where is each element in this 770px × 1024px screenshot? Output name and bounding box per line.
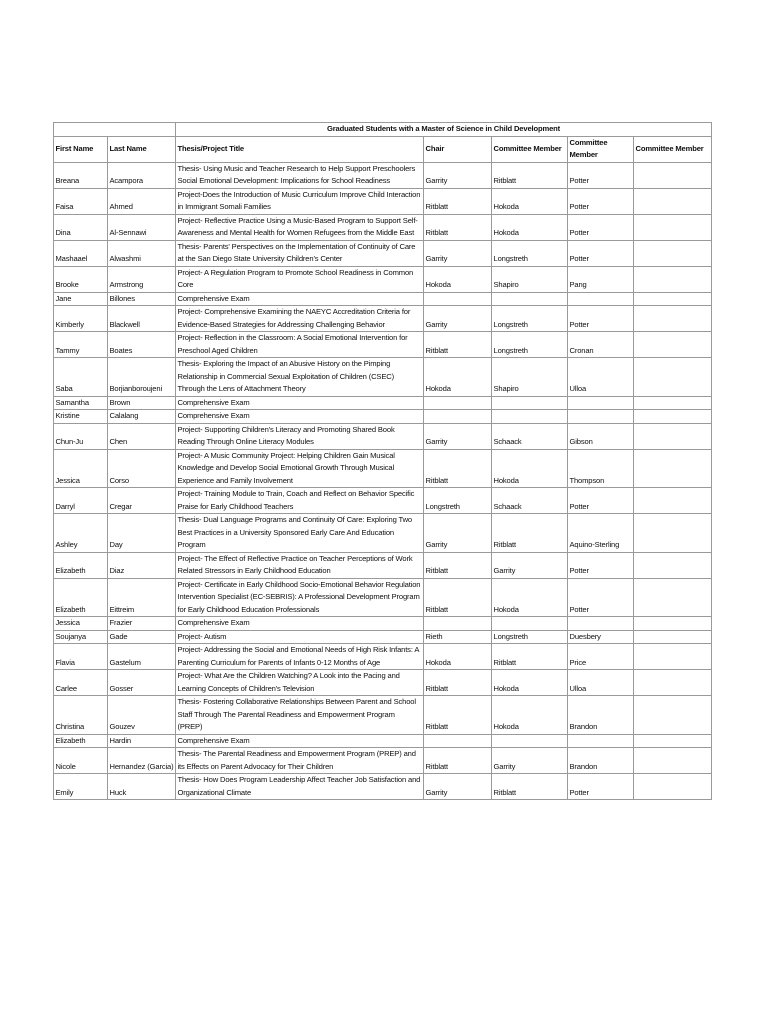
title-spacer-cell: [54, 123, 176, 137]
table-row: [54, 734, 712, 748]
committee-member-3-cell: [634, 617, 712, 631]
chair-cell: [424, 396, 492, 410]
table-row: [54, 240, 712, 266]
table-row: [54, 774, 712, 800]
committee-member-1-cell: Ritblatt: [492, 644, 568, 670]
committee-member-3-cell: [634, 578, 712, 617]
first-name-cell: Nicole: [54, 748, 108, 774]
chair-cell: Rieth: [424, 630, 492, 644]
first-name-cell: Soujanya: [54, 630, 108, 644]
table-row: [54, 488, 712, 514]
committee-member-3-cell: [634, 423, 712, 449]
committee-member-3-cell: [634, 774, 712, 800]
committee-member-1-cell: Longstreth: [492, 240, 568, 266]
chair-cell: Garrity: [424, 306, 492, 332]
last-name-cell: Acampora: [108, 162, 176, 188]
committee-member-3-cell: [634, 396, 712, 410]
table-row: [54, 358, 712, 397]
first-name-cell: Mashaael: [54, 240, 108, 266]
first-name-cell: Kristine: [54, 410, 108, 424]
committee-member-2-cell: [568, 617, 634, 631]
last-name-cell: Hardin: [108, 734, 176, 748]
last-name-cell: Eittreim: [108, 578, 176, 617]
thesis-title-cell: Project- Certificate in Early Childhood Socio-Emotional Behavior Regulation Intervention Specialist (EC-SEBRIS): A Professional Development Program for Early Childhood Education Professionals: [176, 578, 424, 617]
thesis-title-cell: Comprehensive Exam: [176, 617, 424, 631]
committee-member-2-cell: Aquino-Sterling: [568, 514, 634, 553]
thesis-title-cell: Comprehensive Exam: [176, 410, 424, 424]
header-first-name: First Name: [54, 136, 108, 162]
first-name-cell: Saba: [54, 358, 108, 397]
chair-cell: Longstreth: [424, 488, 492, 514]
committee-member-3-cell: [634, 188, 712, 214]
committee-member-1-cell: [492, 410, 568, 424]
committee-member-2-cell: Brandon: [568, 748, 634, 774]
last-name-cell: Alwashmi: [108, 240, 176, 266]
table-row: [54, 552, 712, 578]
table-row: [54, 514, 712, 553]
first-name-cell: Ashley: [54, 514, 108, 553]
chair-cell: Hokoda: [424, 358, 492, 397]
thesis-title-cell: Thesis- Parents' Perspectives on the Implementation of Continuity of Care at the San Diego State University Children's Center: [176, 240, 424, 266]
committee-member-2-cell: Potter: [568, 578, 634, 617]
committee-member-3-cell: [634, 162, 712, 188]
chair-cell: Garrity: [424, 162, 492, 188]
committee-member-3-cell: [634, 670, 712, 696]
first-name-cell: Kimberly: [54, 306, 108, 332]
table-row: [54, 696, 712, 735]
thesis-title-cell: Project- A Regulation Program to Promote School Readiness in Common Core: [176, 266, 424, 292]
chair-cell: Ritblatt: [424, 188, 492, 214]
chair-cell: Garrity: [424, 240, 492, 266]
committee-member-1-cell: Longstreth: [492, 630, 568, 644]
first-name-cell: Jessica: [54, 617, 108, 631]
committee-member-2-cell: [568, 396, 634, 410]
committee-member-1-cell: Longstreth: [492, 306, 568, 332]
committee-member-1-cell: Ritblatt: [492, 514, 568, 553]
committee-member-1-cell: Garrity: [492, 552, 568, 578]
committee-member-2-cell: Potter: [568, 552, 634, 578]
chair-cell: Garrity: [424, 423, 492, 449]
graduates-table: [53, 122, 712, 800]
committee-member-1-cell: Hokoda: [492, 214, 568, 240]
committee-member-2-cell: [568, 410, 634, 424]
committee-member-1-cell: Schaack: [492, 488, 568, 514]
committee-member-1-cell: Hokoda: [492, 449, 568, 488]
thesis-title-cell: Comprehensive Exam: [176, 292, 424, 306]
committee-member-1-cell: [492, 396, 568, 410]
table-row: [54, 292, 712, 306]
header-row: [54, 136, 712, 162]
chair-cell: Ritblatt: [424, 578, 492, 617]
committee-member-2-cell: Price: [568, 644, 634, 670]
committee-member-3-cell: [634, 240, 712, 266]
first-name-cell: Chun-Ju: [54, 423, 108, 449]
header-committee-member-2: Committee Member: [568, 136, 634, 162]
last-name-cell: Frazier: [108, 617, 176, 631]
table-row: [54, 306, 712, 332]
committee-member-1-cell: Hokoda: [492, 188, 568, 214]
last-name-cell: Day: [108, 514, 176, 553]
committee-member-3-cell: [634, 734, 712, 748]
committee-member-3-cell: [634, 292, 712, 306]
first-name-cell: Breana: [54, 162, 108, 188]
committee-member-1-cell: Ritblatt: [492, 162, 568, 188]
header-last-name: Last Name: [108, 136, 176, 162]
chair-cell: Garrity: [424, 514, 492, 553]
header-chair: Chair: [424, 136, 492, 162]
title-row: [54, 123, 712, 137]
first-name-cell: Flavia: [54, 644, 108, 670]
committee-member-2-cell: Ulloa: [568, 358, 634, 397]
last-name-cell: Gastelum: [108, 644, 176, 670]
thesis-title-cell: Project- Comprehensive Examining the NAEYC Accreditation Criteria for Evidence-Based Strategies for Addressing Challenging Behavior: [176, 306, 424, 332]
thesis-title-cell: Project- Training Module to Train, Coach and Reflect on Behavior Specific Praise for Early Childhood Teachers: [176, 488, 424, 514]
committee-member-2-cell: Brandon: [568, 696, 634, 735]
last-name-cell: Calalang: [108, 410, 176, 424]
header-title: Thesis/Project Title: [176, 136, 424, 162]
thesis-title-cell: Thesis- Exploring the Impact of an Abusive History on the Pimping Relationship in Commercial Sexual Exploitation of Children (CSEC) Through the Lens of Attachment Theory: [176, 358, 424, 397]
committee-member-1-cell: Garrity: [492, 748, 568, 774]
last-name-cell: Brown: [108, 396, 176, 410]
thesis-title-cell: Comprehensive Exam: [176, 734, 424, 748]
last-name-cell: Cregar: [108, 488, 176, 514]
committee-member-1-cell: Ritblatt: [492, 774, 568, 800]
committee-member-2-cell: Gibson: [568, 423, 634, 449]
first-name-cell: Carlee: [54, 670, 108, 696]
table-row: [54, 449, 712, 488]
chair-cell: [424, 410, 492, 424]
committee-member-2-cell: Potter: [568, 306, 634, 332]
thesis-title-cell: Project- Supporting Children's Literacy and Promoting Shared Book Reading Through Online Literacy Modules: [176, 423, 424, 449]
last-name-cell: Huck: [108, 774, 176, 800]
committee-member-2-cell: Potter: [568, 214, 634, 240]
chair-cell: Ritblatt: [424, 670, 492, 696]
first-name-cell: Elizabeth: [54, 734, 108, 748]
table-row: [54, 332, 712, 358]
thesis-title-cell: Thesis- Dual Language Programs and Continuity Of Care: Exploring Two Best Practices in a University Sponsored Early Care And Education Program: [176, 514, 424, 553]
committee-member-2-cell: Potter: [568, 162, 634, 188]
first-name-cell: Faisa: [54, 188, 108, 214]
first-name-cell: Dina: [54, 214, 108, 240]
thesis-title-cell: Thesis- The Parental Readiness and Empowerment Program (PREP) and its Effects on Parent Advocacy for Their Children: [176, 748, 424, 774]
chair-cell: Ritblatt: [424, 214, 492, 240]
committee-member-3-cell: [634, 748, 712, 774]
chair-cell: Ritblatt: [424, 552, 492, 578]
committee-member-1-cell: [492, 292, 568, 306]
thesis-title-cell: Thesis- Using Music and Teacher Research to Help Support Preschoolers Social Emotional Development: Implications for School Readiness: [176, 162, 424, 188]
thesis-title-cell: Thesis- Fostering Collaborative Relationships Between Parent and School Staff Through The Parental Readiness and Empowerment Program (PREP): [176, 696, 424, 735]
committee-member-2-cell: [568, 734, 634, 748]
first-name-cell: Darryl: [54, 488, 108, 514]
last-name-cell: Gosser: [108, 670, 176, 696]
header-committee-member-3: Committee Member: [634, 136, 712, 162]
header-committee-member-1: Committee Member: [492, 136, 568, 162]
committee-member-1-cell: Hokoda: [492, 670, 568, 696]
table-row: [54, 578, 712, 617]
table-row: [54, 644, 712, 670]
first-name-cell: Samantha: [54, 396, 108, 410]
committee-member-1-cell: Shapiro: [492, 358, 568, 397]
committee-member-2-cell: Cronan: [568, 332, 634, 358]
committee-member-3-cell: [634, 358, 712, 397]
table-row: [54, 410, 712, 424]
committee-member-1-cell: Hokoda: [492, 696, 568, 735]
first-name-cell: Tammy: [54, 332, 108, 358]
committee-member-3-cell: [634, 552, 712, 578]
chair-cell: Hokoda: [424, 644, 492, 670]
committee-member-2-cell: Potter: [568, 240, 634, 266]
chair-cell: [424, 617, 492, 631]
first-name-cell: Christina: [54, 696, 108, 735]
thesis-title-cell: Comprehensive Exam: [176, 396, 424, 410]
committee-member-3-cell: [634, 410, 712, 424]
committee-member-2-cell: [568, 292, 634, 306]
last-name-cell: Chen: [108, 423, 176, 449]
thesis-title-cell: Project- Reflective Practice Using a Music-Based Program to Support Self-Awareness and Mental Health for Women Refugees from the Middle East: [176, 214, 424, 240]
table-title: Graduated Students with a Master of Science in Child Development: [176, 123, 712, 137]
last-name-cell: Billones: [108, 292, 176, 306]
committee-member-3-cell: [634, 644, 712, 670]
chair-cell: Ritblatt: [424, 696, 492, 735]
chair-cell: Ritblatt: [424, 332, 492, 358]
last-name-cell: Blackwell: [108, 306, 176, 332]
table-row: [54, 396, 712, 410]
last-name-cell: Corso: [108, 449, 176, 488]
committee-member-2-cell: Potter: [568, 488, 634, 514]
last-name-cell: Borjianboroujeni: [108, 358, 176, 397]
table-row: [54, 214, 712, 240]
chair-cell: Ritblatt: [424, 748, 492, 774]
committee-member-2-cell: Thompson: [568, 449, 634, 488]
table-body: [54, 162, 712, 800]
committee-member-3-cell: [634, 696, 712, 735]
table-row: [54, 617, 712, 631]
table-row: [54, 188, 712, 214]
table-row: [54, 630, 712, 644]
committee-member-3-cell: [634, 266, 712, 292]
table-row: [54, 670, 712, 696]
last-name-cell: Gouzev: [108, 696, 176, 735]
thesis-title-cell: Project- What Are the Children Watching? A Look into the Pacing and Learning Concepts of Children's Television: [176, 670, 424, 696]
committee-member-1-cell: Shapiro: [492, 266, 568, 292]
committee-member-1-cell: [492, 617, 568, 631]
first-name-cell: Brooke: [54, 266, 108, 292]
committee-member-3-cell: [634, 214, 712, 240]
committee-member-1-cell: Hokoda: [492, 578, 568, 617]
table-row: [54, 748, 712, 774]
committee-member-3-cell: [634, 332, 712, 358]
committee-member-3-cell: [634, 514, 712, 553]
chair-cell: Ritblatt: [424, 449, 492, 488]
thesis-title-cell: Project- Addressing the Social and Emotional Needs of High Risk Infants: A Parenting Curriculum for Parents of Infants 0-12 Months of Age: [176, 644, 424, 670]
committee-member-3-cell: [634, 630, 712, 644]
committee-member-3-cell: [634, 488, 712, 514]
last-name-cell: Gade: [108, 630, 176, 644]
first-name-cell: Elizabeth: [54, 578, 108, 617]
chair-cell: Garrity: [424, 774, 492, 800]
committee-member-3-cell: [634, 449, 712, 488]
first-name-cell: Jane: [54, 292, 108, 306]
chair-cell: Hokoda: [424, 266, 492, 292]
first-name-cell: Jessica: [54, 449, 108, 488]
committee-member-2-cell: Duesbery: [568, 630, 634, 644]
thesis-title-cell: Project- Reflection in the Classroom: A Social Emotional Intervention for Preschool Aged Children: [176, 332, 424, 358]
last-name-cell: Diaz: [108, 552, 176, 578]
last-name-cell: Boates: [108, 332, 176, 358]
committee-member-1-cell: Schaack: [492, 423, 568, 449]
committee-member-3-cell: [634, 306, 712, 332]
chair-cell: [424, 292, 492, 306]
last-name-cell: Armstrong: [108, 266, 176, 292]
last-name-cell: Hernandez (Garcia): [108, 748, 176, 774]
committee-member-2-cell: Ulloa: [568, 670, 634, 696]
committee-member-2-cell: Pang: [568, 266, 634, 292]
chair-cell: [424, 734, 492, 748]
table-row: [54, 423, 712, 449]
thesis-title-cell: Thesis- How Does Program Leadership Affect Teacher Job Satisfaction and Organizational Climate: [176, 774, 424, 800]
first-name-cell: Emily: [54, 774, 108, 800]
thesis-title-cell: Project- The Effect of Reflective Practice on Teacher Perceptions of Work Related Stressors in Early Childhood Education: [176, 552, 424, 578]
thesis-title-cell: Project- A Music Community Project: Helping Children Gain Musical Knowledge and Develop Social Emotional Growth Through Musical Experience and Family Involvement: [176, 449, 424, 488]
committee-member-2-cell: Potter: [568, 774, 634, 800]
thesis-title-cell: Project- Autism: [176, 630, 424, 644]
table-row: [54, 162, 712, 188]
last-name-cell: Ahmed: [108, 188, 176, 214]
thesis-title-cell: Project-Does the Introduction of Music Curriculum Improve Child Interaction in Immigrant Somali Families: [176, 188, 424, 214]
table-row: [54, 266, 712, 292]
committee-member-1-cell: [492, 734, 568, 748]
first-name-cell: Elizabeth: [54, 552, 108, 578]
committee-member-1-cell: Longstreth: [492, 332, 568, 358]
committee-member-2-cell: Potter: [568, 188, 634, 214]
last-name-cell: Al-Sennawi: [108, 214, 176, 240]
